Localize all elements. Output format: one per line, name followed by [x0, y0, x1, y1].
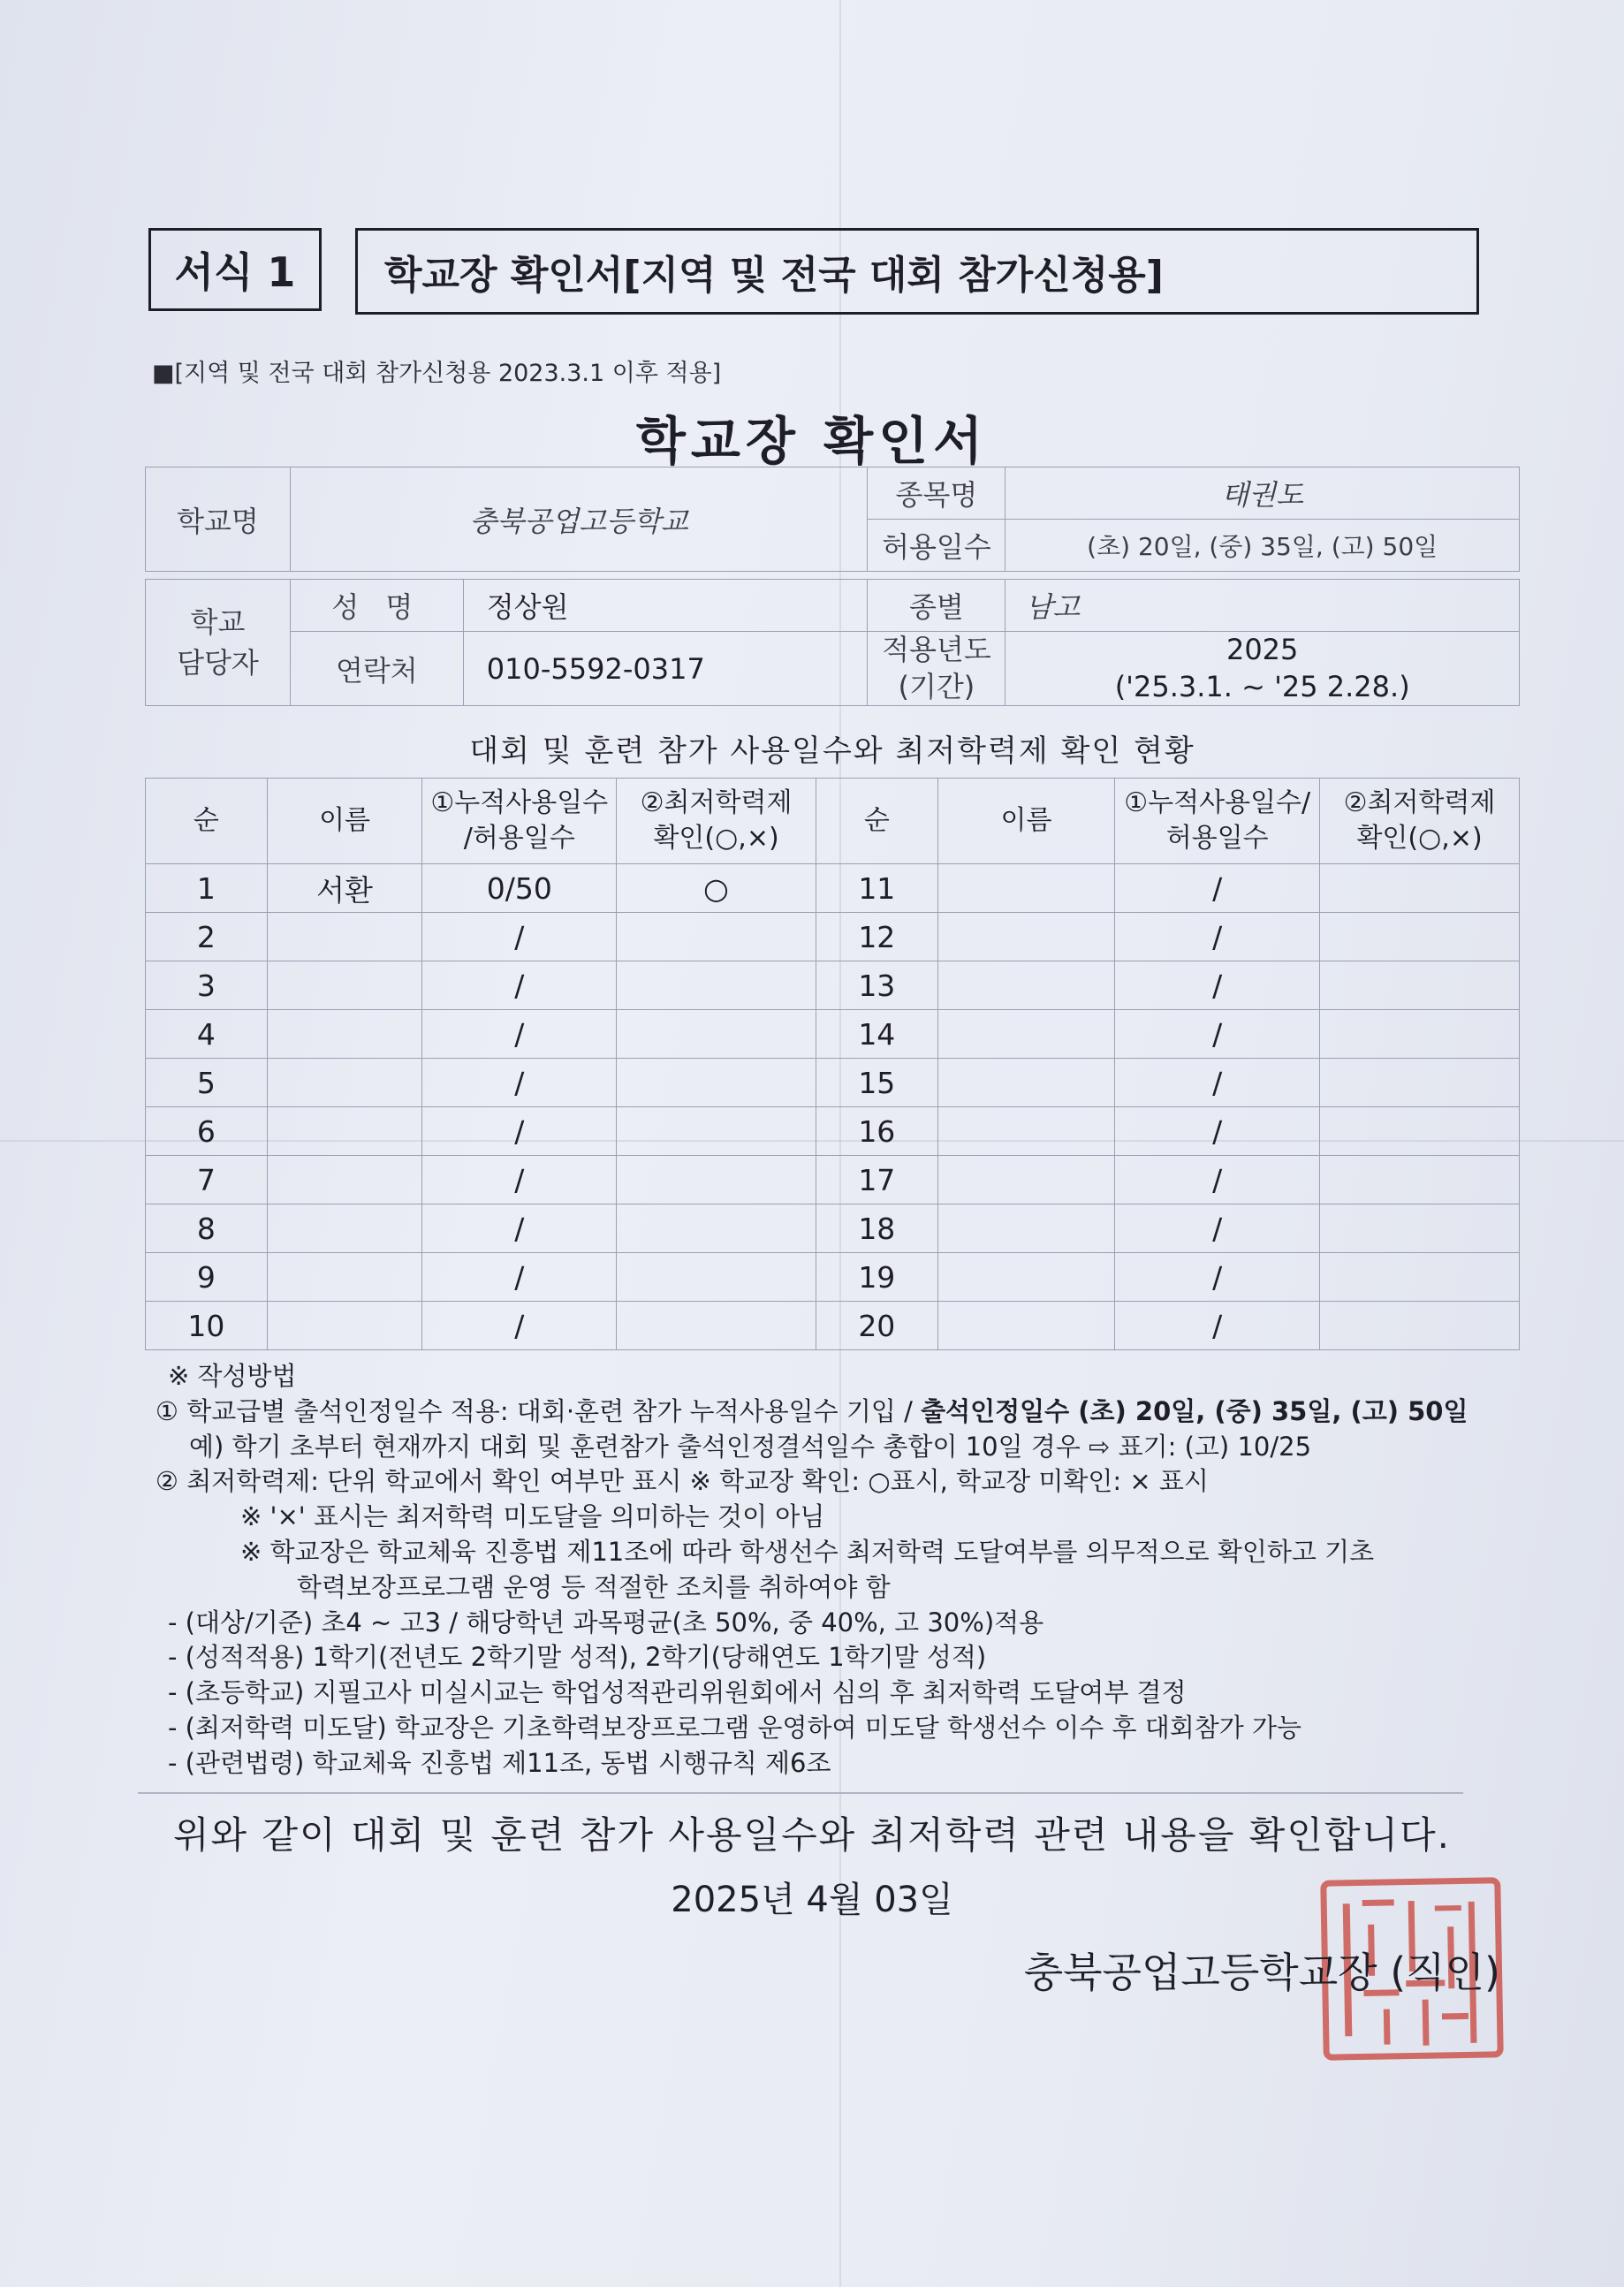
- student-name: [937, 1302, 1115, 1350]
- days-ratio: /: [422, 1059, 617, 1107]
- info-table: [145, 467, 1520, 706]
- student-name: 서환: [267, 864, 422, 913]
- student-name: [937, 864, 1115, 913]
- header-check-right: [1320, 779, 1520, 864]
- status-table: [145, 778, 1520, 1350]
- form-number-box: 서식 1: [148, 228, 322, 311]
- academic-check: [617, 1107, 816, 1156]
- sport-label: 종목명: [868, 467, 1006, 520]
- header-ratio-line1: ①누적사용일수: [430, 786, 609, 818]
- header-check: [617, 779, 816, 864]
- note-2-b: ※ 학교장은 학교체육 진흥법 제11조에 따라 학생선수 최저학력 도달여부를 의무적으로 확인하고 기초: [240, 1536, 1375, 1567]
- table-row: [146, 961, 1520, 1010]
- year-value: 2025: [1226, 633, 1299, 666]
- table-row: [146, 1059, 1520, 1107]
- row-number: 11: [816, 864, 937, 913]
- row-number: 1: [146, 864, 268, 913]
- note-1-example: 예) 학기 초부터 현재까지 대회 및 훈련참가 출석인정결석일수 총합이 10일 경우 ⇨ 표기: (고) 10/25: [189, 1431, 1312, 1462]
- academic-check: [1320, 1059, 1520, 1107]
- year-label-line1: 적용년도: [882, 633, 991, 666]
- academic-check: [617, 913, 816, 961]
- period-value: ('25.3.1. ~ '25 2.28.): [1114, 669, 1410, 703]
- days-ratio: /: [1115, 961, 1320, 1010]
- detail-1: - (대상/기준) 초4 ~ 고3 / 해당학년 과목평균(초 50%, 중 40%, 고 30%)적용: [168, 1607, 1044, 1637]
- row-number: 19: [816, 1253, 937, 1302]
- days-ratio: /: [1115, 1204, 1320, 1253]
- academic-check: [1320, 1156, 1520, 1204]
- note-1: [156, 1396, 1516, 1427]
- name-label: 성 명: [290, 580, 463, 632]
- school-value: 충북공업고등학교: [290, 467, 868, 572]
- allowed-days-value: (초) 20일, (중) 35일, (고) 50일: [1006, 520, 1520, 572]
- table-row: [146, 913, 1520, 961]
- days-ratio: /: [1115, 1107, 1320, 1156]
- manager-label-line1: 학교: [190, 604, 246, 639]
- note-2-c: 학력보장프로그램 운영 등 적절한 조치를 취하여야 함: [297, 1571, 891, 1602]
- days-ratio: /: [422, 1253, 617, 1302]
- main-title: 학교장 확인서: [635, 411, 989, 471]
- status-table-header: [146, 779, 1520, 864]
- row-number: 15: [816, 1059, 937, 1107]
- table-row: [146, 1253, 1520, 1302]
- row-number: 6: [146, 1107, 268, 1156]
- student-name: [267, 961, 422, 1010]
- gender-label: 종별: [868, 580, 1006, 632]
- note-1-bold: 출석인정일수 (초) 20일, (중) 35일, (고) 50일: [921, 1395, 1468, 1426]
- note-1-text: ① 학교급별 출석인정일수 적용: 대회·훈련 참가 누적사용일수 기입 /: [156, 1395, 922, 1426]
- header-check-right-line2: 확인(○,×): [1356, 823, 1483, 854]
- header-ratio-right-line1: ①누적사용일수/: [1124, 786, 1311, 818]
- gender-value: 남고: [1006, 580, 1520, 632]
- header-ratio-line2: /허용일수: [463, 823, 575, 854]
- header-check-right-line1: ②최저학력제: [1343, 786, 1496, 818]
- row-number: 16: [816, 1107, 937, 1156]
- student-name: [937, 1107, 1115, 1156]
- student-name: [267, 1010, 422, 1059]
- row-number: 8: [146, 1204, 268, 1253]
- row-number: 4: [146, 1010, 268, 1059]
- header-name-right: 이름: [937, 779, 1115, 864]
- note-2-a: ※ '×' 표시는 최저학력 미도달을 의미하는 것이 아님: [240, 1501, 825, 1532]
- academic-check: [617, 1010, 816, 1059]
- days-ratio: /: [422, 961, 617, 1010]
- student-name: [937, 1156, 1115, 1204]
- name-value: 정상원: [463, 580, 868, 632]
- table-row: [146, 1156, 1520, 1204]
- allowed-days-label: 허용일수: [868, 520, 1006, 572]
- row-number: 14: [816, 1010, 937, 1059]
- student-name: [267, 1107, 422, 1156]
- academic-check: [617, 1204, 816, 1253]
- row-number: 7: [146, 1156, 268, 1204]
- year-label: [868, 632, 1006, 706]
- student-name: [267, 1156, 422, 1204]
- days-ratio: /: [1115, 1302, 1320, 1350]
- detail-3: - (초등학교) 지필고사 미실시교는 학업성적관리위원회에서 심의 후 최저학력 도달여부 결정: [168, 1677, 1187, 1708]
- header-name: 이름: [267, 779, 422, 864]
- days-ratio: /: [1115, 864, 1320, 913]
- row-number: 9: [146, 1253, 268, 1302]
- academic-check: [1320, 961, 1520, 1010]
- header-num-right: 순: [816, 779, 937, 864]
- days-ratio: /: [422, 913, 617, 961]
- academic-check: [617, 1302, 816, 1350]
- issue-date: 2025년 4월 03일: [671, 1880, 953, 1920]
- academic-check: ○: [617, 864, 816, 913]
- student-name: [267, 1302, 422, 1350]
- row-number: 12: [816, 913, 937, 961]
- days-ratio: /: [422, 1204, 617, 1253]
- student-name: [937, 1204, 1115, 1253]
- academic-check: [1320, 1010, 1520, 1059]
- note-2: ② 최저학력제: 단위 학교에서 확인 여부만 표시 ※ 학교장 확인: ○표시, 학교장 미확인: × 표시: [156, 1466, 1209, 1497]
- academic-check: [617, 1253, 816, 1302]
- academic-check: [1320, 913, 1520, 961]
- days-ratio: /: [1115, 1156, 1320, 1204]
- academic-check: [1320, 864, 1520, 913]
- school-label: 학교명: [146, 467, 291, 572]
- table-row: [146, 864, 1520, 913]
- row-number: 18: [816, 1204, 937, 1253]
- days-ratio: /: [1115, 1253, 1320, 1302]
- manager-label: [146, 580, 291, 706]
- student-name: [267, 1059, 422, 1107]
- header-ratio-right-line2: 허용일수: [1165, 823, 1269, 854]
- row-number: 13: [816, 961, 937, 1010]
- principal-signature: 충북공업고등학교장 (직인): [1023, 1949, 1500, 1996]
- table-row: [146, 1010, 1520, 1059]
- header-ratio-right: [1115, 779, 1320, 864]
- notes-heading: ※ 작성방법: [168, 1361, 297, 1391]
- row-number: 3: [146, 961, 268, 1010]
- detail-2: - (성적적용) 1학기(전년도 2학기말 성적), 2학기(당해연도 1학기말 성적): [168, 1642, 987, 1673]
- header-check-line1: ②최저학력제: [640, 786, 793, 818]
- divider: [138, 1792, 1463, 1794]
- academic-check: [617, 1156, 816, 1204]
- days-ratio: /: [422, 1010, 617, 1059]
- applies-note: ■[지역 및 전국 대회 참가신청용 2023.3.1 이후 적용]: [152, 360, 722, 387]
- header-num: 순: [146, 779, 268, 864]
- days-ratio: 0/50: [422, 864, 617, 913]
- academic-check: [1320, 1302, 1520, 1350]
- header-ratio: [422, 779, 617, 864]
- sport-value: 태권도: [1006, 467, 1520, 520]
- form-title-box: 학교장 확인서[지역 및 전국 대회 참가신청용]: [355, 228, 1479, 315]
- student-name: [937, 1059, 1115, 1107]
- row-number: 5: [146, 1059, 268, 1107]
- days-ratio: /: [422, 1156, 617, 1204]
- table-row: [146, 1204, 1520, 1253]
- academic-check: [1320, 1253, 1520, 1302]
- row-number: 20: [816, 1302, 937, 1350]
- academic-check: [617, 961, 816, 1010]
- student-name: [937, 913, 1115, 961]
- row-number: 2: [146, 913, 268, 961]
- student-name: [267, 1204, 422, 1253]
- academic-check: [1320, 1204, 1520, 1253]
- confirmation-statement: 위와 같이 대회 및 훈련 참가 사용일수와 최저학력 관련 내용을 확인합니다.: [172, 1813, 1452, 1857]
- table-row: [146, 1302, 1520, 1350]
- academic-check: [1320, 1107, 1520, 1156]
- writing-instructions: [156, 1361, 1516, 1783]
- days-ratio: /: [1115, 1059, 1320, 1107]
- year-value-cell: [1006, 632, 1520, 706]
- student-name: [937, 961, 1115, 1010]
- student-name: [937, 1253, 1115, 1302]
- manager-label-line2: 담당자: [177, 646, 259, 680]
- student-name: [267, 1253, 422, 1302]
- days-ratio: /: [1115, 1010, 1320, 1059]
- detail-4: - (최저학력 미도달) 학교장은 기초학력보장프로그램 운영하여 미도달 학생선수 이수 후 대회참가 가능: [168, 1712, 1302, 1743]
- year-label-line2: (기간): [898, 669, 975, 703]
- status-title: 대회 및 훈련 참가 사용일수와 최저학력제 확인 현황: [469, 733, 1195, 769]
- detail-5: - (관련법령) 학교체육 진흥법 제11조, 동법 시행규칙 제6조: [168, 1747, 831, 1778]
- header-check-line2: 확인(○,×): [653, 823, 779, 854]
- academic-check: [617, 1059, 816, 1107]
- contact-value: 010-5592-0317: [463, 632, 868, 706]
- days-ratio: /: [422, 1107, 617, 1156]
- table-row: [146, 1107, 1520, 1156]
- days-ratio: /: [422, 1302, 617, 1350]
- student-name: [937, 1010, 1115, 1059]
- row-number: 10: [146, 1302, 268, 1350]
- student-name: [267, 913, 422, 961]
- contact-label: 연락처: [290, 632, 463, 706]
- days-ratio: /: [1115, 913, 1320, 961]
- row-number: 17: [816, 1156, 937, 1204]
